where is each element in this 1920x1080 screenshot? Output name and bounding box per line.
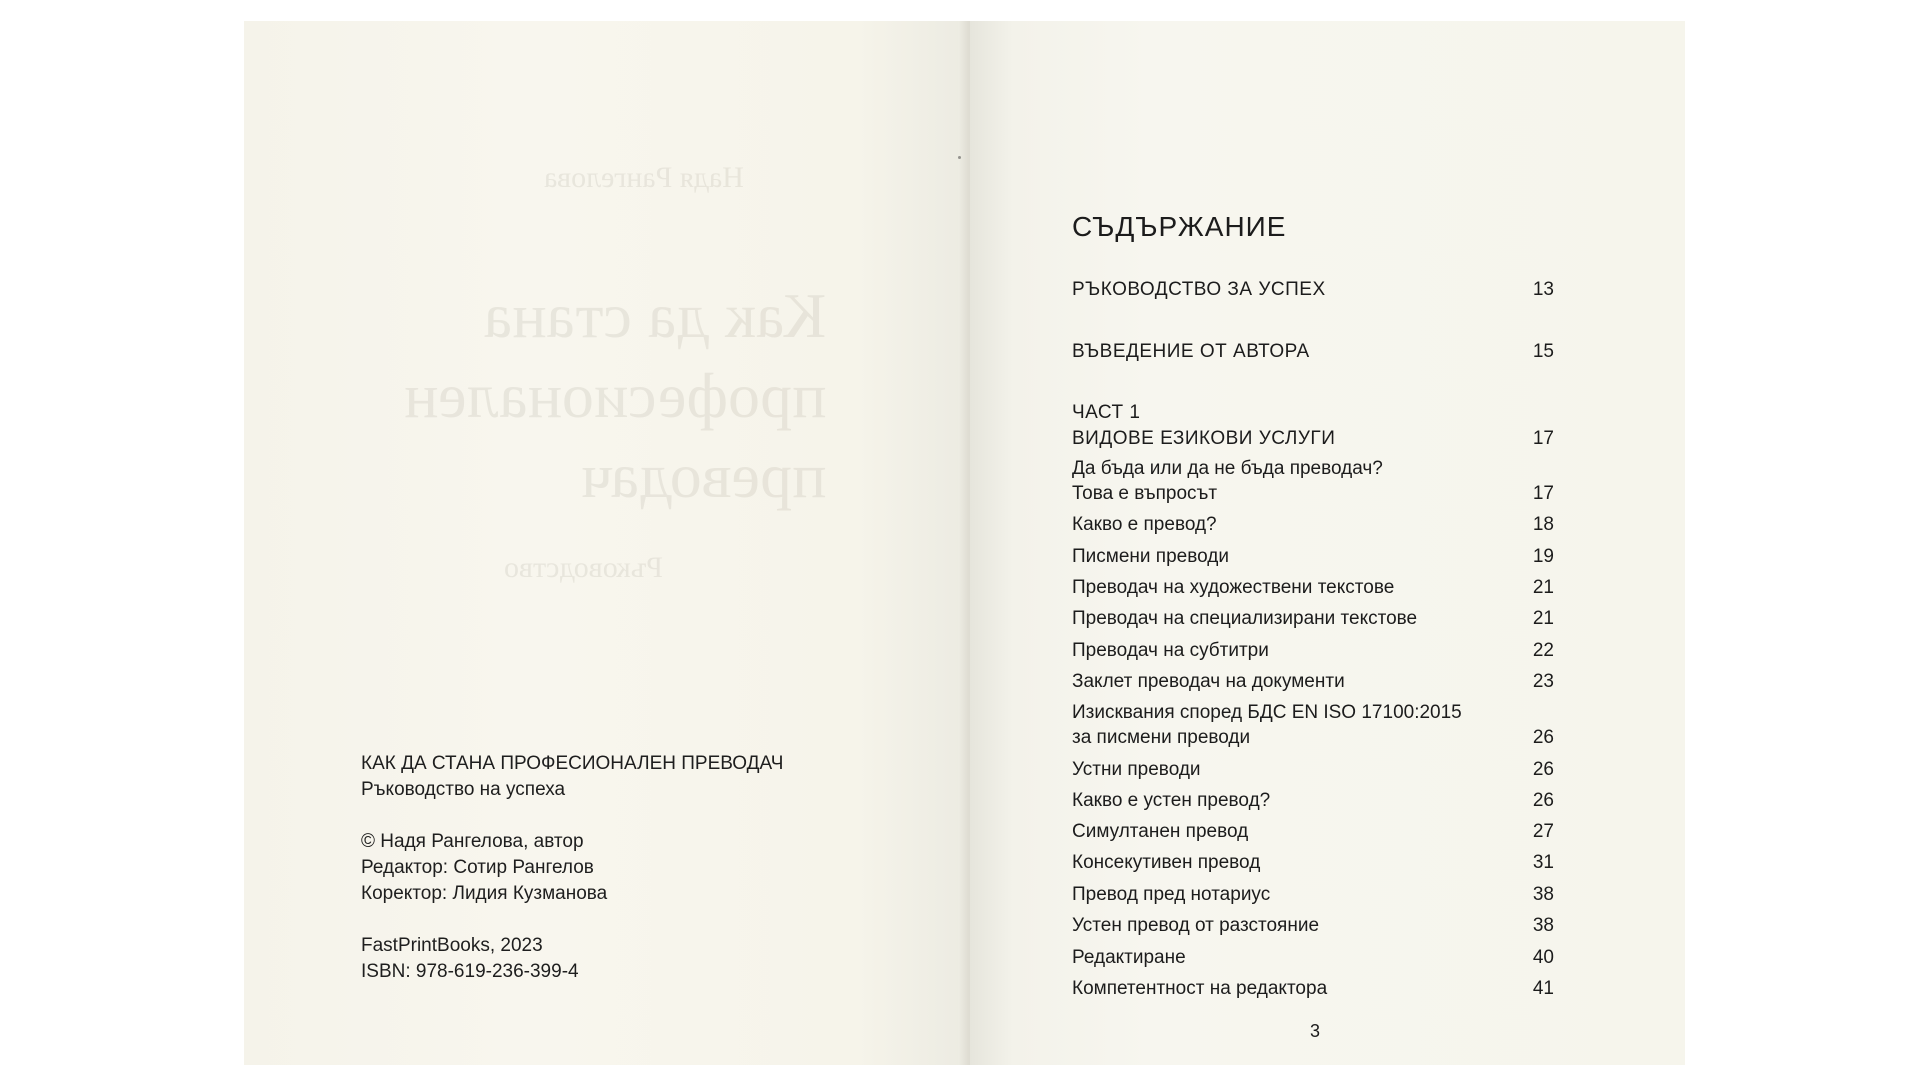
toc-entry-text: Преводач на художествени текстове: [1072, 577, 1395, 598]
toc-entry-text: Изисквания според БДС EN ISO 17100:2015: [1072, 702, 1462, 723]
bleed-through-text: Надя Рангелова: [544, 161, 744, 194]
toc-entry-text: Писмени преводи: [1072, 546, 1229, 567]
bleed-through-text: Как да стана професионален преводач: [404, 280, 827, 511]
left-page: [244, 21, 964, 1065]
imprint-publisher: FastPrintBooks, 2023: [361, 935, 543, 956]
toc-entry-text: Какво е превод?: [1072, 514, 1217, 535]
toc-entry-text: Редактиране: [1072, 947, 1186, 968]
toc-entry-text: ВЪВЕДЕНИЕ ОТ АВТОРА: [1072, 341, 1310, 362]
toc-entry-text: Устен превод от разстояние: [1072, 915, 1320, 936]
toc-entry-text: Консекутивен превод: [1072, 852, 1261, 873]
toc-entry-page: 26: [1532, 759, 1554, 780]
imprint-proofreader: Коректор: Лидия Кузманова: [361, 883, 608, 904]
toc-entry-text: ЧАСТ 1: [1072, 402, 1141, 423]
toc-entry-page: 21: [1532, 577, 1554, 598]
toc-entry-page: 26: [1532, 790, 1554, 811]
toc-entry-text: ВИДОВЕ ЕЗИКОВИ УСЛУГИ: [1072, 428, 1336, 449]
imprint-editor: Редактор: Сотир Рангелов: [361, 857, 594, 878]
toc-entry-page: 18: [1532, 514, 1554, 535]
toc-entry-page: 17: [1532, 428, 1554, 449]
imprint-subtitle: Ръководство на успеха: [361, 779, 566, 800]
toc-entry-page: 40: [1532, 947, 1554, 968]
toc-entry-text: Преводач на субтитри: [1072, 640, 1269, 661]
toc-entry-text: РЪКОВОДСТВО ЗА УСПЕХ: [1072, 279, 1326, 300]
toc-entry-text: Преводач на специализирани текстове: [1072, 608, 1418, 629]
toc-entry-page: 26: [1532, 727, 1554, 748]
toc-entry-text: Да бъда или да не бъда преводач?: [1072, 458, 1383, 479]
paper-speck: [958, 156, 961, 159]
imprint-isbn: ISBN: 978-619-236-399-4: [361, 961, 579, 982]
toc-entry-text: Превод пред нотариус: [1072, 884, 1271, 905]
toc-entry-page: 13: [1532, 279, 1554, 300]
imprint-author: © Надя Рангелова, автор: [361, 831, 584, 852]
toc-entry-page: 38: [1532, 884, 1554, 905]
toc-entry-page: 21: [1532, 608, 1554, 629]
bleed-through-text: Ръководство: [504, 551, 663, 584]
toc-entry-text: Какво е устен превод?: [1072, 790, 1271, 811]
toc-entry-text: Симултанен превод: [1072, 821, 1249, 842]
toc-entry-page: 38: [1532, 915, 1554, 936]
toc-entry-page: 41: [1532, 978, 1554, 999]
toc-entry-text: за писмени преводи: [1072, 727, 1251, 748]
toc-entry-page: 31: [1532, 852, 1554, 873]
toc-entry-page: 22: [1532, 640, 1554, 661]
toc-entry-page: 23: [1532, 671, 1554, 692]
page-number: 3: [1310, 1021, 1321, 1041]
right-page: [970, 21, 1685, 1065]
toc-entry-page: 17: [1532, 483, 1554, 504]
toc-entry-text: Заклет преводач на документи: [1072, 671, 1345, 692]
toc-entry-text: Това е въпросът: [1072, 483, 1218, 504]
imprint-title: КАК ДА СТАНА ПРОФЕСИОНАЛЕН ПРЕВОДАЧ: [361, 753, 784, 774]
toc-entry-text: Устни преводи: [1072, 759, 1201, 780]
toc-entry-page: 15: [1532, 341, 1554, 362]
toc-entry-page: 19: [1532, 546, 1554, 567]
toc-entry-text: Компетентност на редактора: [1072, 978, 1328, 999]
toc-title: СЪДЪРЖАНИЕ: [1072, 211, 1287, 242]
toc-entry-page: 27: [1532, 821, 1554, 842]
